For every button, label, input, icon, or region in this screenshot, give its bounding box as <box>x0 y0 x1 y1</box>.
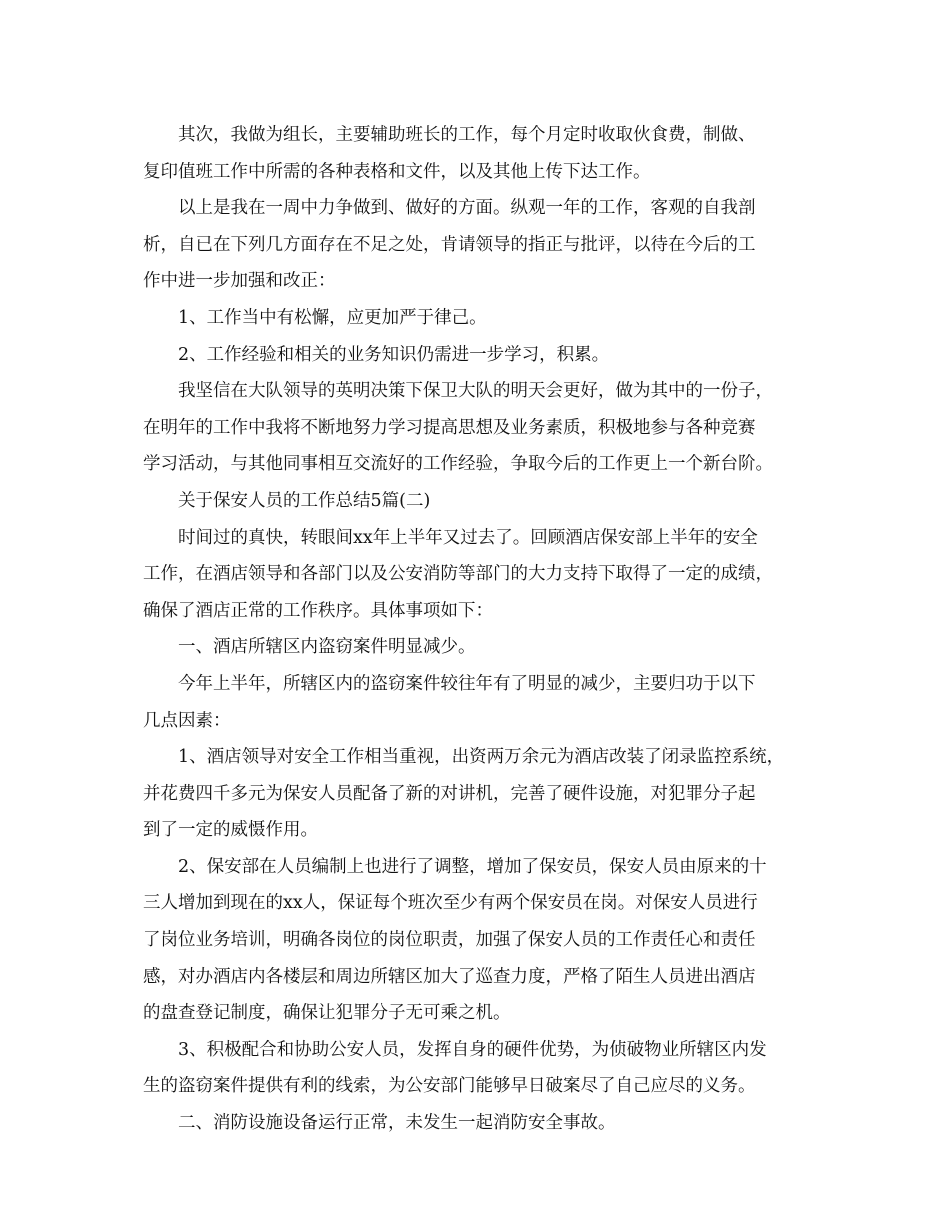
text-line: 其次，我做为组长，主要辅助班长的工作，每个月定时收取伙食费，制做、 <box>178 125 756 145</box>
document-body <box>143 117 823 1142</box>
text-line: 几点因素： <box>143 710 231 731</box>
text-line: 今年上半年，所辖区内的盗窃案件较往年有了明显的减少，主要归功于以下 <box>178 673 756 694</box>
text-line: 我坚信在大队领导的英明决策下保卫大队的明天会更好，做为其中的一份子， <box>178 381 773 402</box>
text-line: 时间过的真快，转眼间xx年上半年又过去了。回顾酒店保安部上半年的安全 <box>178 527 758 548</box>
list-item: 2、保安部在人员编制上也进行了调整，增加了保安员，保安人员由原来的十 <box>178 856 767 877</box>
list-item: 1、酒店领导对安全工作相当重视，出资两万余元为酒店改装了闭录监控系统， <box>178 747 785 768</box>
text-line: 作中进一步加强和改正： <box>143 271 336 292</box>
text-line: 了岗位业务培训，明确各岗位的岗位职责，加强了保安人员的工作责任心和责任 <box>143 930 756 951</box>
text-line: 工作，在酒店领导和各部门以及公安消防等部门的大力支持下取得了一定的成绩， <box>143 564 773 585</box>
text-line: 在明年的工作中我将不断地努力学习提高思想及业务素质，积极地参与各种竞赛 <box>143 417 756 438</box>
subsection-heading: 一、酒店所辖区内盗窃案件明显减少。 <box>178 637 476 658</box>
text-line: 三人增加到现在的xx人，保证每个班次至少有两个保安员在岗。对保安人员进行 <box>143 893 758 914</box>
text-line: 并花费四千多元为保安人员配备了新的对讲机，完善了硬件设施，对犯罪分子起 <box>143 783 756 804</box>
section-heading: 关于保安人员的工作总结5篇(二) <box>178 490 431 511</box>
list-item: 1、工作当中有松懈，应更加严于律己。 <box>178 307 487 328</box>
text-line: 学习活动，与其他同事相互交流好的工作经验，争取今后的工作更上一个新台阶。 <box>143 454 773 475</box>
text-line: 生的盗窃案件提供有利的线索，为公安部门能够早日破案尽了自己应尽的义务。 <box>143 1076 756 1097</box>
text-line: 复印值班工作中所需的各种表格和文件，以及其他上传下达工作。 <box>143 161 651 182</box>
text-line: 到了一定的威慑作用。 <box>143 820 318 841</box>
list-item: 2、工作经验和相关的业务知识仍需进一步学习，积累。 <box>178 344 610 365</box>
text-line: 的盘查登记制度，确保让犯罪分子无可乘之机。 <box>143 1003 511 1024</box>
list-item: 3、积极配合和协助公安人员，发挥自身的硬件优势，为侦破物业所辖区内发 <box>178 1039 767 1060</box>
subsection-heading: 二、消防设施设备运行正常，未发生一起消防安全事故。 <box>178 1113 616 1134</box>
text-line: 确保了酒店正常的工作秩序。具体事项如下： <box>143 600 493 621</box>
text-line: 以上是我在一周中力争做到、做好的方面。纵观一年的工作，客观的自我剖 <box>178 198 756 219</box>
text-line: 析，自已在下列几方面存在不足之处，肯请领导的指正与批评，以待在今后的工 <box>143 234 756 255</box>
text-line: 感，对办酒店内各楼层和周边所辖区加大了巡查力度，严格了陌生人员进出酒店 <box>143 966 756 987</box>
